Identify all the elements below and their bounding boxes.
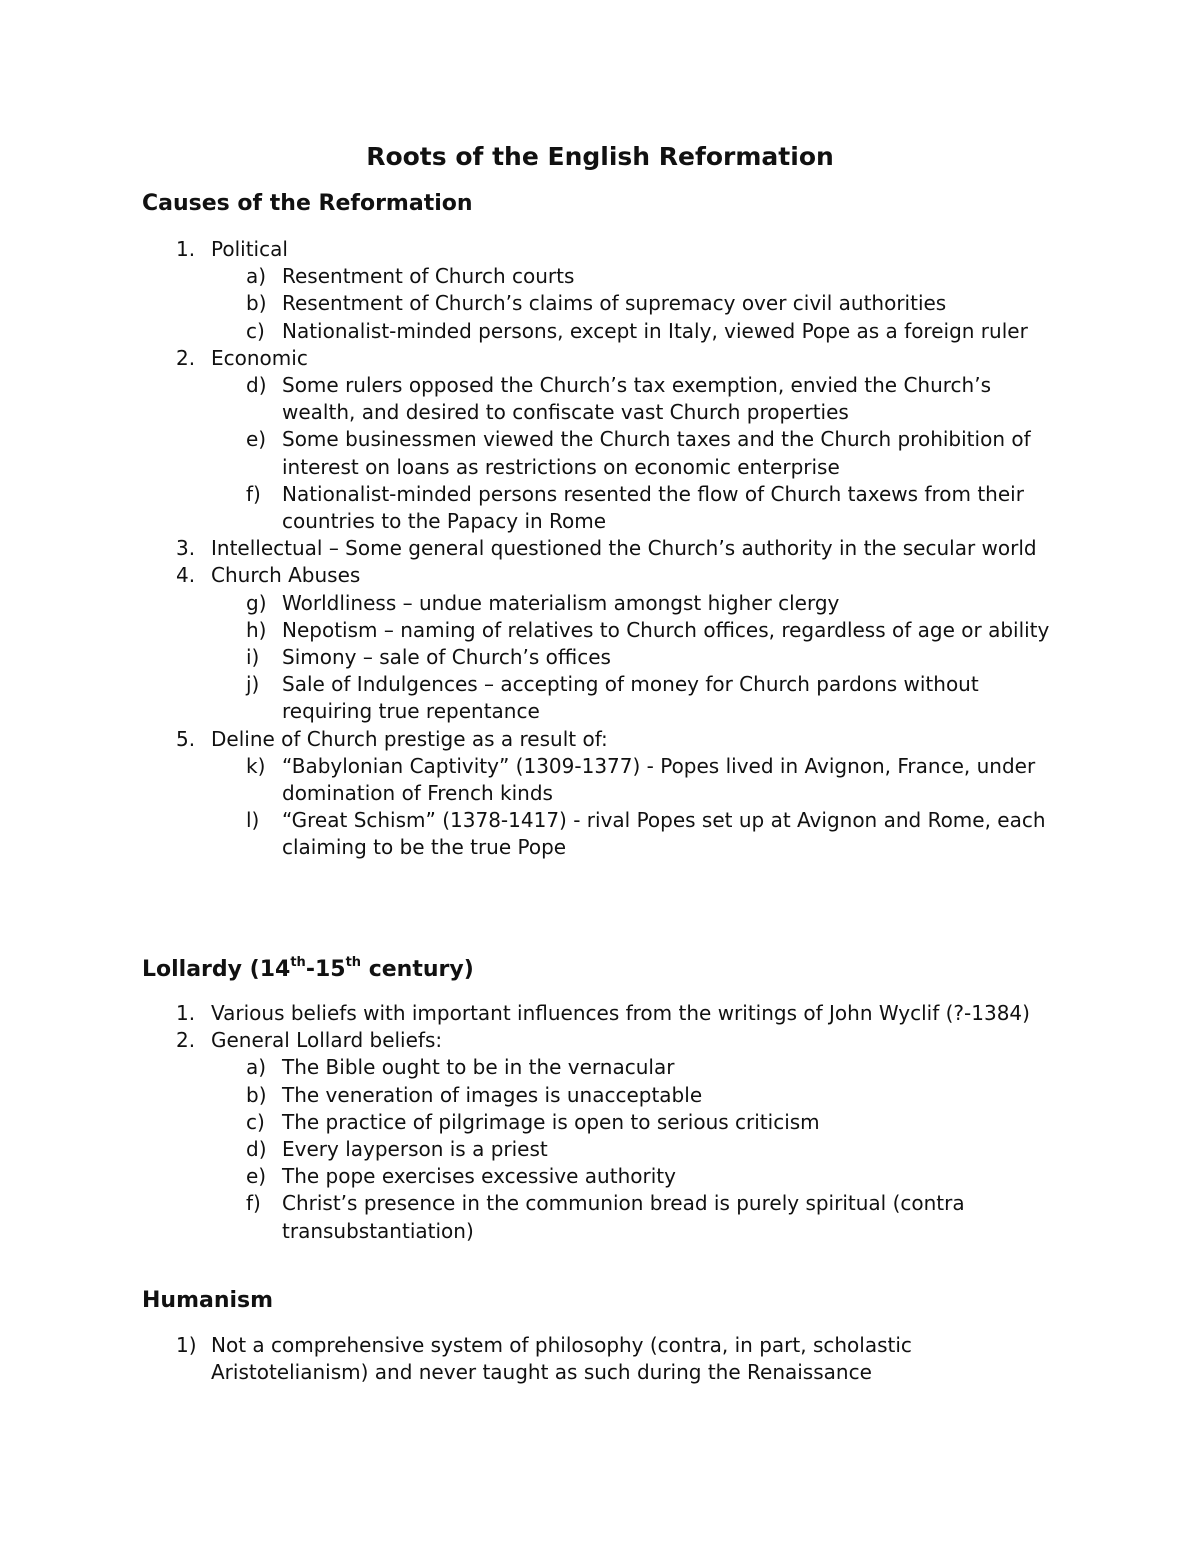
sub-list-item <box>0 753 1200 807</box>
list-marker: f) <box>246 481 261 506</box>
list-item <box>0 535 1200 562</box>
list-marker: c) <box>246 318 265 343</box>
list-marker: l) <box>246 808 260 833</box>
sub-list-item <box>0 318 1200 345</box>
list-marker: e) <box>246 427 267 452</box>
list-item-text: Some rulers opposed the Church’s tax exemption, envied the Church’s wealth, and desired to confiscate vast Church properties <box>282 373 991 425</box>
list-item-text: Nationalist-minded persons resented the flow of Church taxews from their countries to the Papacy in Rome <box>282 481 1024 534</box>
list-item-text: Various beliefs with important influences from the writings of John Wyclif (?-1384) <box>211 1001 1030 1025</box>
list-marker: 1. <box>176 237 196 261</box>
causes-heading: Causes of the Reformation <box>142 191 473 216</box>
sub-list-item <box>0 1136 1200 1163</box>
list-item-text: The practice of pilgrimage is open to serious criticism <box>282 1109 820 1134</box>
list-marker: b) <box>246 291 267 316</box>
sub-list-item <box>0 671 1200 725</box>
list-item <box>0 1332 1200 1386</box>
list-item-text: General Lollard beliefs: <box>211 1028 443 1053</box>
list-item-text: Economic <box>211 345 308 370</box>
list-item-text: Simony – sale of Church’s offices <box>282 645 611 670</box>
list-item-text: Nepotism – naming of relatives to Church offices, regardless of age or ability <box>282 617 1050 642</box>
list-marker: 4. <box>176 563 196 588</box>
list-item-text: Resentment of Church courts <box>282 264 575 289</box>
sub-list-item <box>0 1054 1200 1081</box>
list-marker: d) <box>246 1137 267 1162</box>
list-item <box>0 236 1200 263</box>
list-marker: 1) <box>176 1333 197 1357</box>
document-title: Roots of the English Reformation <box>366 142 834 171</box>
list-item <box>0 1000 1200 1027</box>
lollardy-list <box>0 1000 1200 1245</box>
humanism-heading: Humanism <box>142 1288 274 1313</box>
list-marker: e) <box>246 1164 267 1189</box>
list-marker: 3. <box>176 536 196 561</box>
sub-list-item <box>0 372 1200 426</box>
list-item <box>0 726 1200 753</box>
sub-list-item <box>0 644 1200 671</box>
list-item-text: The pope exercises excessive authority <box>282 1164 676 1189</box>
list-item-text: Sale of Indulgences – accepting of money for Church pardons without requiring true repentance <box>282 672 979 724</box>
list-item-text: Deline of Church prestige as a result of: <box>211 726 608 751</box>
sub-list-item <box>0 263 1200 290</box>
list-item-text: The veneration of images is unacceptable <box>282 1082 703 1107</box>
sub-list-item <box>0 617 1200 644</box>
list-marker: g) <box>246 590 267 615</box>
list-marker: i) <box>246 645 260 670</box>
list-item <box>0 345 1200 372</box>
heading-text: -15 <box>305 957 346 982</box>
list-marker: 1. <box>176 1001 196 1025</box>
list-item-text: Christ’s presence in the communion bread is purely spiritual (contra transubstantiation) <box>282 1191 965 1243</box>
superscript: th <box>345 954 362 970</box>
list-item-text: Some businessmen viewed the Church taxes and the Church prohibition of interest on loans as restrictions on economic enterprise <box>282 427 1031 479</box>
list-item-text: Every layperson is a priest <box>282 1137 548 1162</box>
list-item-text: Worldliness – undue materialism amongst higher clergy <box>282 590 840 615</box>
lollardy-heading <box>142 956 474 984</box>
list-item-text: Political <box>211 237 288 261</box>
list-item <box>0 1027 1200 1054</box>
list-item-text: The Bible ought to be in the vernacular <box>282 1055 675 1080</box>
list-item-text: Church Abuses <box>211 563 361 588</box>
list-item <box>0 562 1200 589</box>
list-marker: b) <box>246 1082 267 1107</box>
sub-list-item <box>0 1082 1200 1109</box>
list-item-text: Resentment of Church’s claims of supremacy over civil authorities <box>282 291 947 316</box>
list-marker: k) <box>246 753 266 778</box>
list-marker: 5. <box>176 726 196 751</box>
list-marker: 2. <box>176 1028 196 1053</box>
list-marker: a) <box>246 264 267 289</box>
sub-list-item <box>0 807 1200 861</box>
list-marker: j) <box>246 672 260 697</box>
heading-text: century) <box>361 957 474 982</box>
list-marker: f) <box>246 1191 261 1216</box>
list-marker: c) <box>246 1109 265 1134</box>
list-marker: 2. <box>176 345 196 370</box>
list-item-text: Nationalist-minded persons, except in Italy, viewed Pope as a foreign ruler <box>282 318 1028 343</box>
sub-list-item <box>0 481 1200 535</box>
superscript: th <box>290 954 306 970</box>
sub-list-item <box>0 1109 1200 1136</box>
list-item-text: “Great Schism” (1378-1417) - rival Popes set up at Avignon and Rome, each claiming to be the true Pope <box>282 808 1046 860</box>
list-marker: h) <box>246 617 267 642</box>
list-marker: a) <box>246 1055 267 1080</box>
causes-list <box>0 236 1200 862</box>
humanism-list <box>0 1332 1200 1386</box>
list-marker: d) <box>246 373 267 398</box>
sub-list-item <box>0 1190 1200 1244</box>
list-item-text: Not a comprehensive system of philosophy (contra, in part, scholastic Aristotelianism) and never taught as such during the Renaissance <box>211 1333 912 1385</box>
sub-list-item <box>0 1163 1200 1190</box>
list-item-text: “Babylonian Captivity” (1309-1377) - Popes lived in Avignon, France, under domination of French kinds <box>282 753 1036 806</box>
sub-list-item <box>0 290 1200 317</box>
heading-text: Lollardy (14 <box>142 957 291 982</box>
list-item-text: Intellectual – Some general questioned the Church’s authority in the secular world <box>211 536 1037 561</box>
sub-list-item <box>0 590 1200 617</box>
sub-list-item <box>0 426 1200 480</box>
